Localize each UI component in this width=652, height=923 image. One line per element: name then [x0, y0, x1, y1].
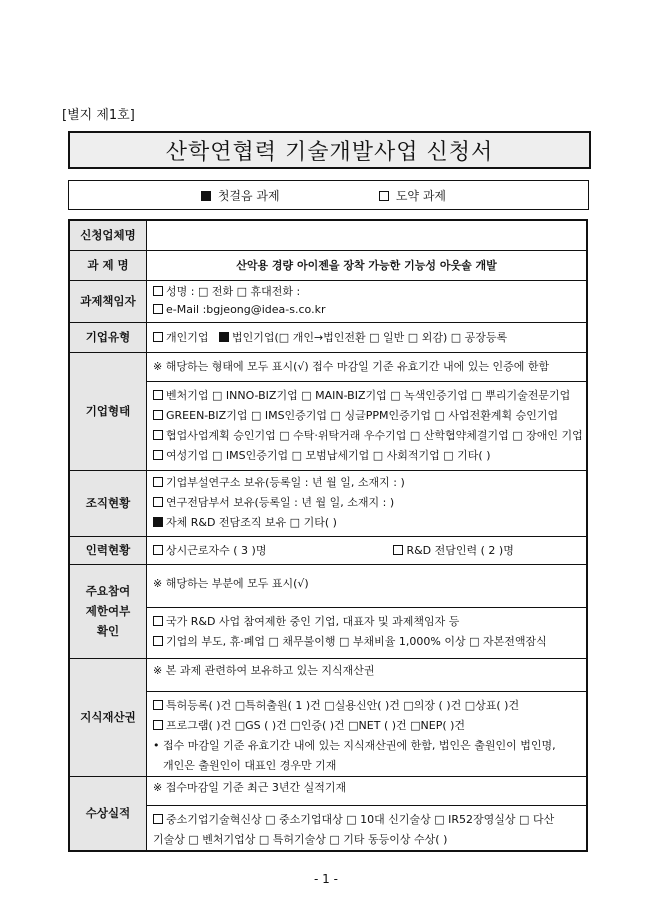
task-type-option-leap[interactable] — [379, 187, 446, 204]
label-company: 신청업체명 — [69, 220, 147, 250]
label-staff: 인력현황 — [69, 536, 147, 564]
checkbox-checked-icon[interactable] — [219, 332, 229, 342]
form-title — [68, 131, 591, 169]
biztype-field — [147, 322, 588, 352]
ip-line1: 특허등록( )건 □특허출원( 1 )건 □실용신안( )건 □의장 ( )건 □상표( )건 — [166, 698, 520, 712]
row-ip — [69, 658, 587, 776]
label-org: 조직현황 — [69, 470, 147, 536]
award-note: ※ 접수마감일 기준 최근 3년간 실적기재 — [153, 780, 347, 794]
bizform-field — [147, 352, 588, 470]
staff-opt1: 상시근로자수 ( 3 )명 — [166, 544, 267, 557]
label-restrict-l2: 제한여부 — [85, 604, 131, 618]
award-line2: 기술상 □ 벤처기업상 □ 특허기술상 □ 기타 동등이상 수상( ) — [153, 832, 448, 846]
task-name-field[interactable]: 산악용 경량 아이젠을 장착 가능한 기능성 아웃솔 개발 — [147, 250, 588, 280]
org-line2: 연구전담부서 보유(등록일 : 년 월 일, 소재지 : ) — [166, 496, 395, 509]
org-field — [147, 470, 588, 536]
manager-field — [147, 280, 588, 322]
biztype-opt1: 개인기업 — [166, 331, 209, 344]
bizform-line4: 여성기업 □ IMS인증기업 □ 모범납세기업 □ 사회적기업 □ 기타( ) — [166, 448, 491, 462]
restrict-note: ※ 해당하는 부분에 모두 표시(√) — [153, 576, 309, 590]
checkbox-icon[interactable] — [153, 497, 163, 507]
row-biztype — [69, 322, 587, 352]
checkbox-checked-icon[interactable] — [201, 191, 211, 201]
company-name-field[interactable] — [147, 220, 588, 250]
row-staff — [69, 536, 587, 564]
checkbox-icon[interactable] — [153, 390, 163, 400]
restrict-line1: 국가 R&D 사업 참여제한 중인 기업, 대표자 및 과제책임자 등 — [166, 614, 460, 628]
label-bizform: 기업형태 — [69, 352, 147, 470]
checkbox-icon[interactable] — [153, 430, 163, 440]
org-line3: 자체 R&D 전담조직 보유 □ 기타( ) — [166, 516, 337, 529]
row-award — [69, 776, 587, 851]
checkbox-icon[interactable] — [379, 191, 389, 201]
staff-opt2: R&D 전담인력 ( 2 )명 — [406, 544, 514, 557]
award-field — [147, 776, 588, 851]
checkbox-icon[interactable] — [153, 410, 163, 420]
task-type-box — [68, 180, 589, 210]
label-biztype: 기업유형 — [69, 322, 147, 352]
checkbox-icon[interactable] — [153, 616, 163, 626]
ip-line3: • 접수 마감일 기준 유효기간 내에 있는 지식재산권에 한함, 법인은 출원인이 법인명, — [153, 738, 556, 752]
row-org — [69, 470, 587, 536]
label-ip: 지식재산권 — [69, 658, 147, 776]
row-restrict — [69, 564, 587, 658]
page-number: - 1 - — [314, 872, 338, 886]
annex-label: [별지 제1호] — [62, 108, 135, 123]
checkbox-checked-icon[interactable] — [153, 517, 163, 527]
checkbox-icon[interactable] — [153, 814, 163, 824]
label-restrict — [69, 564, 147, 658]
restrict-field — [147, 564, 588, 658]
label-manager: 과제책임자 — [69, 280, 147, 322]
biztype-opt2: 법인기업(□ 개인→법인전환 □ 일반 □ 외감) □ 공장등록 — [232, 331, 508, 344]
ip-note: ※ 본 과제 관련하여 보유하고 있는 지식재산권 — [153, 663, 375, 677]
checkbox-icon[interactable] — [153, 450, 163, 460]
label-restrict-l1: 주요참여 — [85, 584, 131, 598]
row-task — [69, 250, 587, 280]
ip-line4: 개인은 출원인이 대표인 경우만 기재 — [163, 758, 337, 772]
bizform-line3: 협업사업계획 승인기업 □ 수탁·위탁거래 우수기업 □ 산학협약체결기업 □ 장애인 기업 — [166, 428, 583, 442]
ip-field — [147, 658, 588, 776]
checkbox-icon[interactable] — [153, 286, 163, 296]
manager-line1[interactable]: 성명 : □ 전화 □ 휴대전화 : — [166, 285, 301, 298]
form-title-text: 산학연협력 기술개발사업 신청서 — [165, 139, 494, 165]
award-line1: 중소기업기술혁신상 □ 중소기업대상 □ 10대 신기술상 □ IR52장영실상 □ 다산 — [166, 812, 555, 826]
label-restrict-l3: 확인 — [96, 624, 120, 638]
checkbox-icon[interactable] — [153, 304, 163, 314]
checkbox-icon[interactable] — [153, 332, 163, 342]
checkbox-icon[interactable] — [153, 700, 163, 710]
row-company — [69, 220, 587, 250]
row-bizform — [69, 352, 587, 470]
label-task: 과 제 명 — [69, 250, 147, 280]
manager-email[interactable]: e-Mail :bgjeong@idea-s.co.kr — [166, 303, 326, 316]
bizform-line2: GREEN-BIZ기업 □ IMS인증기업 □ 싱글PPM인증기업 □ 사업전환계획 승인기업 — [166, 408, 559, 422]
task-type-option2-label: 도약 과제 — [395, 189, 447, 203]
checkbox-icon[interactable] — [153, 545, 163, 555]
application-table — [68, 219, 588, 852]
checkbox-icon[interactable] — [153, 477, 163, 487]
staff-field — [147, 536, 588, 564]
bizform-note: ※ 해당하는 형태에 모두 표시(√) 접수 마감일 기준 유효기간 내에 있는 인증에 한함 — [153, 359, 550, 373]
task-type-option-first-step[interactable] — [201, 187, 280, 204]
restrict-line2: 기업의 부도, 휴·폐업 □ 채무불이행 □ 부채비율 1,000% 이상 □ 자본전액잠식 — [166, 634, 547, 648]
bizform-line1: 벤처기업 □ INNO-BIZ기업 □ MAIN-BIZ기업 □ 녹색인증기업 □ 뿌리기술전문기업 — [166, 388, 571, 402]
task-type-option1-label: 첫걸음 과제 — [217, 189, 280, 203]
label-award: 수상실적 — [69, 776, 147, 851]
checkbox-icon[interactable] — [153, 720, 163, 730]
checkbox-icon[interactable] — [393, 545, 403, 555]
row-manager — [69, 280, 587, 322]
ip-line2: 프로그램( )건 □GS ( )건 □인증( )건 □NET ( )건 □NEP( )건 — [166, 718, 466, 732]
checkbox-icon[interactable] — [153, 636, 163, 646]
org-line1: 기업부설연구소 보유(등록일 : 년 월 일, 소재지 : ) — [166, 476, 405, 489]
